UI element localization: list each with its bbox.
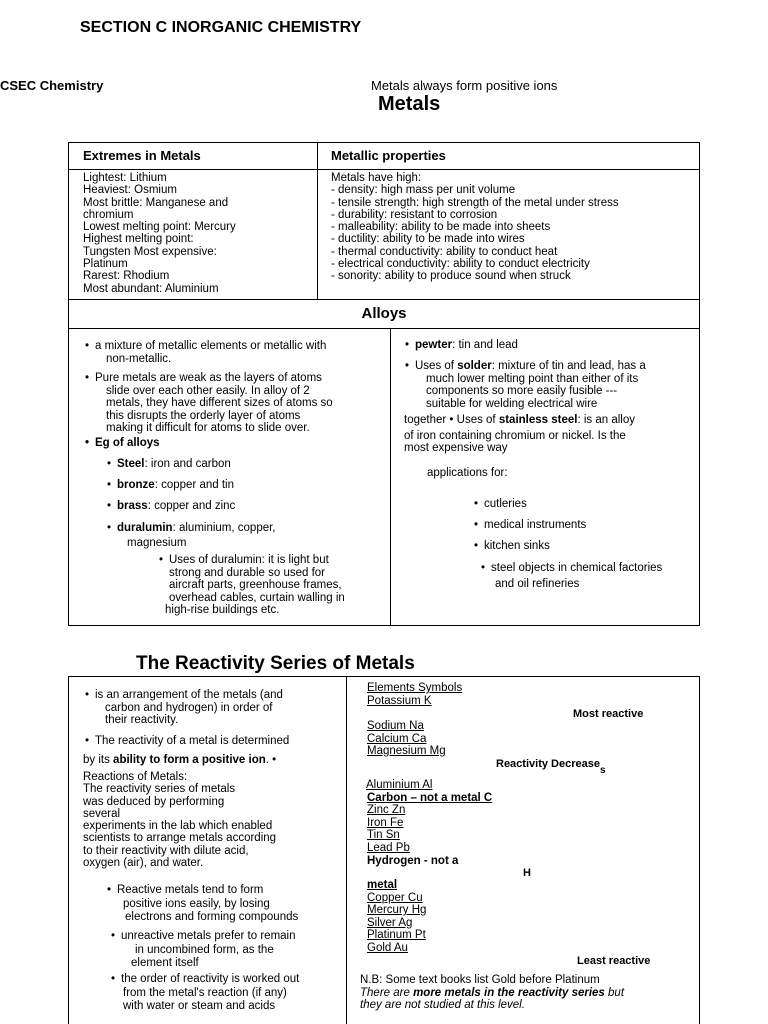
reactivity-text: carbon and hydrogen) in order of xyxy=(105,701,273,714)
element-item: Aluminium Al xyxy=(366,779,433,791)
reactivity-text: by its ability to form a positive ion. • xyxy=(83,754,277,766)
alloy-text: metals, they have different sizes of atoms so xyxy=(106,397,333,410)
alloy-text: kitchen sinks xyxy=(484,540,550,552)
reactivity-text: Reactive metals tend to form xyxy=(117,884,264,896)
element-item: Tin Sn xyxy=(367,829,400,841)
list-item xyxy=(405,339,695,352)
property-item: - durability: resistant to corrosion xyxy=(331,208,498,221)
alloy-text: much lower melting point than either of its xyxy=(426,372,639,385)
reactivity-text: experiments in the lab which enabled xyxy=(83,820,273,833)
elements-header: Elements Symbols xyxy=(367,682,463,694)
bullet-icon: • xyxy=(107,500,112,512)
bullet-icon: • xyxy=(107,479,112,491)
reactivity-text: electrons and forming compounds xyxy=(125,911,299,923)
alloy-text: : tin and lead xyxy=(452,339,518,351)
alloy-text: magnesium xyxy=(127,537,187,549)
extreme-item: Lightest: Lithium xyxy=(83,172,167,184)
extremes-list xyxy=(83,172,308,295)
reactivity-note xyxy=(360,974,695,1012)
alloy-text: non-metallic. xyxy=(106,352,172,365)
element-item: Zinc Zn xyxy=(367,804,406,816)
page-title: Metals xyxy=(378,93,441,115)
element-item: metal xyxy=(367,879,398,891)
note-text: they are not studied at this level. xyxy=(360,999,525,1011)
properties-list xyxy=(331,172,691,283)
list-item xyxy=(111,973,346,1014)
list-item xyxy=(474,519,586,532)
list-item xyxy=(159,554,384,617)
alloy-name: bronze xyxy=(117,479,155,491)
list-item xyxy=(85,372,385,435)
reactivity-text: unreactive metals prefer to remain xyxy=(121,930,296,942)
reactivity-text: scientists to arrange metals according xyxy=(83,832,277,845)
reactivity-title: The Reactivity Series of Metals xyxy=(136,653,415,674)
alloy-text: : copper and tin xyxy=(154,479,234,491)
most-reactive-label: Most reactive xyxy=(573,708,644,720)
alloy-text: : mixture of tin and lead, has a xyxy=(491,360,646,372)
element-item: Lead Pb xyxy=(367,842,410,854)
alloy-text: cutleries xyxy=(484,498,527,510)
bullet-icon: • xyxy=(405,360,410,372)
list-item xyxy=(107,458,377,471)
reactivity-text: to their reactivity with dilute acid, xyxy=(83,844,249,857)
alloy-text: Uses of duralumin: it is light but xyxy=(169,554,329,566)
alloy-name: pewter xyxy=(415,339,453,351)
bullet-icon: • xyxy=(474,540,479,552)
alloys-title: Alloys xyxy=(361,305,407,322)
section-title: SECTION C INORGANIC CHEMISTRY xyxy=(80,19,362,36)
alloy-text: steel objects in chemical factories xyxy=(491,562,663,574)
course-name: CSEC Chemistry xyxy=(0,78,104,93)
list-item xyxy=(474,540,550,553)
element-item: Potassium K xyxy=(367,695,432,707)
reactivity-text: positive ions easily, by losing xyxy=(123,897,270,910)
bullet-icon: • xyxy=(159,554,164,566)
alloys-table xyxy=(68,300,700,626)
list-item xyxy=(107,500,377,513)
alloy-text: suitable for welding electrical wire xyxy=(426,397,598,410)
alloy-text: components so more easily fusible --- xyxy=(426,385,618,398)
alloy-text: of iron containing chromium or nickel. Is the xyxy=(404,429,626,442)
nb-text: N.B: Some text books list Gold before Platinum xyxy=(360,974,600,986)
note-text: There are xyxy=(360,986,414,999)
table-divider xyxy=(346,677,347,1024)
extreme-item: Rarest: Rhodium xyxy=(83,270,170,283)
reactivity-text: their reactivity. xyxy=(105,714,179,727)
list-item xyxy=(107,884,342,925)
reactivity-text: several xyxy=(83,807,121,820)
element-item: Sodium Na xyxy=(367,720,424,732)
alloy-text: : copper and zinc xyxy=(147,500,236,512)
bullet-icon: • xyxy=(107,458,112,470)
alloy-text: and oil refineries xyxy=(495,578,580,590)
property-item: - sonority: ability to produce sound when struck xyxy=(331,270,571,283)
reactivity-text: The reactivity of a metal is determined xyxy=(95,735,290,747)
list-item xyxy=(107,479,377,492)
element-item: Hydrogen - not a xyxy=(367,855,459,867)
list-item xyxy=(405,360,695,410)
list-item xyxy=(474,498,527,511)
stainless-steel-text xyxy=(404,414,699,455)
bullet-icon: • xyxy=(107,522,112,534)
element-item: Calcium Ca xyxy=(367,733,427,745)
table-divider xyxy=(317,143,318,299)
reactivity-text: is an arrangement of the metals (and xyxy=(95,689,283,701)
alloy-text: slide over each other easily. In alloy of 2 xyxy=(106,384,310,397)
extreme-item: Platinum xyxy=(83,258,128,271)
element-item: Silver Ag xyxy=(367,917,413,929)
property-item: Metals have high: xyxy=(331,172,422,184)
alloy-name: stainless steel xyxy=(498,414,578,426)
least-reactive-label: Least reactive xyxy=(577,955,651,967)
reactivity-decrease-label xyxy=(496,758,606,776)
note-text: more metals in the reactivity series xyxy=(413,986,605,999)
property-item: - ductility: ability to be made into wires xyxy=(331,233,525,246)
bullet-icon: • xyxy=(405,339,410,351)
list-item xyxy=(85,689,335,727)
alloy-text: high-rise buildings etc. xyxy=(165,604,280,617)
reactivity-text: in uncombined form, as the xyxy=(135,943,274,956)
alloy-text: strong and durable so used for xyxy=(169,566,325,579)
alloy-text: : is an alloy xyxy=(577,414,635,426)
element-item: Magnesium Mg xyxy=(367,745,446,757)
table-divider xyxy=(390,328,391,625)
property-item: - thermal conductivity: ability to conduct heat xyxy=(331,245,558,258)
reactivity-text: The reactivity series of metals xyxy=(83,783,236,796)
alloy-text: Uses of xyxy=(456,414,499,426)
alloy-text: Pure metals are weak as the layers of atoms xyxy=(95,372,322,384)
properties-header: Metallic properties xyxy=(331,148,446,163)
alloy-text: together xyxy=(404,414,447,426)
reactivity-text: element itself xyxy=(131,957,199,969)
alloy-text: overhead cables, curtain walling in xyxy=(169,591,345,604)
alloy-text: aircraft parts, greenhouse frames, xyxy=(169,579,342,592)
bullet-icon: • xyxy=(107,884,112,896)
extremes-header: Extremes in Metals xyxy=(83,148,201,163)
list-item xyxy=(111,930,343,971)
element-item: Mercury Hg xyxy=(367,904,427,916)
list-item xyxy=(85,735,340,748)
decrease-text: Reactivity Decrease xyxy=(496,758,600,770)
reactions-paragraph xyxy=(83,771,343,869)
alloy-text: making it difficult for atoms to slide over. xyxy=(106,422,310,435)
list-item xyxy=(107,521,377,551)
extreme-item: chromium xyxy=(83,208,134,221)
bullet-icon: • xyxy=(449,414,454,426)
bullet-icon: • xyxy=(474,498,479,510)
bullet-icon: • xyxy=(481,562,486,574)
alloy-text: medical instruments xyxy=(484,519,587,531)
property-item: - malleability: ability to be made into sheets xyxy=(331,221,551,234)
property-item: - tensile strength: high strength of the metal under stress xyxy=(331,196,619,209)
bullet-icon: • xyxy=(85,340,90,352)
reactivity-text: from the metal's reaction (if any) xyxy=(123,986,287,999)
alloy-name: solder xyxy=(457,360,492,372)
alloy-text: : aluminium, copper, xyxy=(172,522,276,534)
element-item: Carbon – not a metal C xyxy=(367,792,493,804)
property-item: - electrical conductivity: ability to conduct electricity xyxy=(331,258,590,271)
alloy-text: a mixture of metallic elements or metallic with xyxy=(95,340,327,352)
element-item: Copper Cu xyxy=(367,892,423,904)
element-item: Platinum Pt xyxy=(367,929,426,941)
bullet-icon: • xyxy=(111,973,116,985)
alloy-text: Eg of alloys xyxy=(95,437,160,449)
extreme-item: Most abundant: Aluminium xyxy=(83,282,219,295)
reactivity-text: with water or steam and acids xyxy=(123,1000,276,1012)
bullet-icon: • xyxy=(85,689,90,701)
alloy-text: : iron and carbon xyxy=(144,458,231,470)
table-divider xyxy=(69,169,699,170)
metals-note: Metals always form positive ions xyxy=(371,78,558,93)
alloy-text: this disrupts the orderly layer of atoms xyxy=(106,409,301,422)
table-divider xyxy=(69,328,699,329)
alloy-text: most expensive way xyxy=(404,442,508,455)
reactivity-text: oxygen (air), and water. xyxy=(83,857,204,870)
element-item: Iron Fe xyxy=(367,817,404,829)
extreme-item: Tungsten Most expensive: xyxy=(83,245,217,258)
alloy-name: duralumin xyxy=(117,522,173,534)
alloy-name: brass xyxy=(117,500,148,512)
extremes-properties-table xyxy=(68,142,700,300)
bullet-icon: • xyxy=(85,372,90,384)
reactivity-text: Reactions of Metals: xyxy=(83,771,188,783)
bullet-icon: • xyxy=(474,519,479,531)
bullet-icon: • xyxy=(111,930,116,942)
extreme-item: Highest melting point: xyxy=(83,233,194,246)
applications-label: applications for: xyxy=(427,467,508,479)
extreme-item: Heaviest: Osmium xyxy=(83,184,177,197)
hydrogen-marker: H xyxy=(523,867,531,879)
extreme-item: Lowest melting point: Mercury xyxy=(83,221,236,234)
bullet-icon: • xyxy=(85,735,90,747)
reactivity-text: the order of reactivity is worked out xyxy=(121,973,300,985)
alloy-name: Steel xyxy=(117,458,145,470)
property-item: - density: high mass per unit volume xyxy=(331,184,516,197)
alloy-text: Uses of xyxy=(415,360,458,372)
bullet-icon: • xyxy=(85,437,90,449)
reactivity-text: was deduced by performing xyxy=(83,795,225,808)
element-item: Gold Au xyxy=(367,942,408,954)
list-item xyxy=(85,340,385,365)
extreme-item: Most brittle: Manganese and xyxy=(83,196,229,209)
decrease-suffix: s xyxy=(599,765,606,776)
reactivity-table xyxy=(68,676,700,1024)
note-text: but xyxy=(604,986,625,999)
list-item xyxy=(85,437,385,450)
list-item xyxy=(481,560,701,592)
